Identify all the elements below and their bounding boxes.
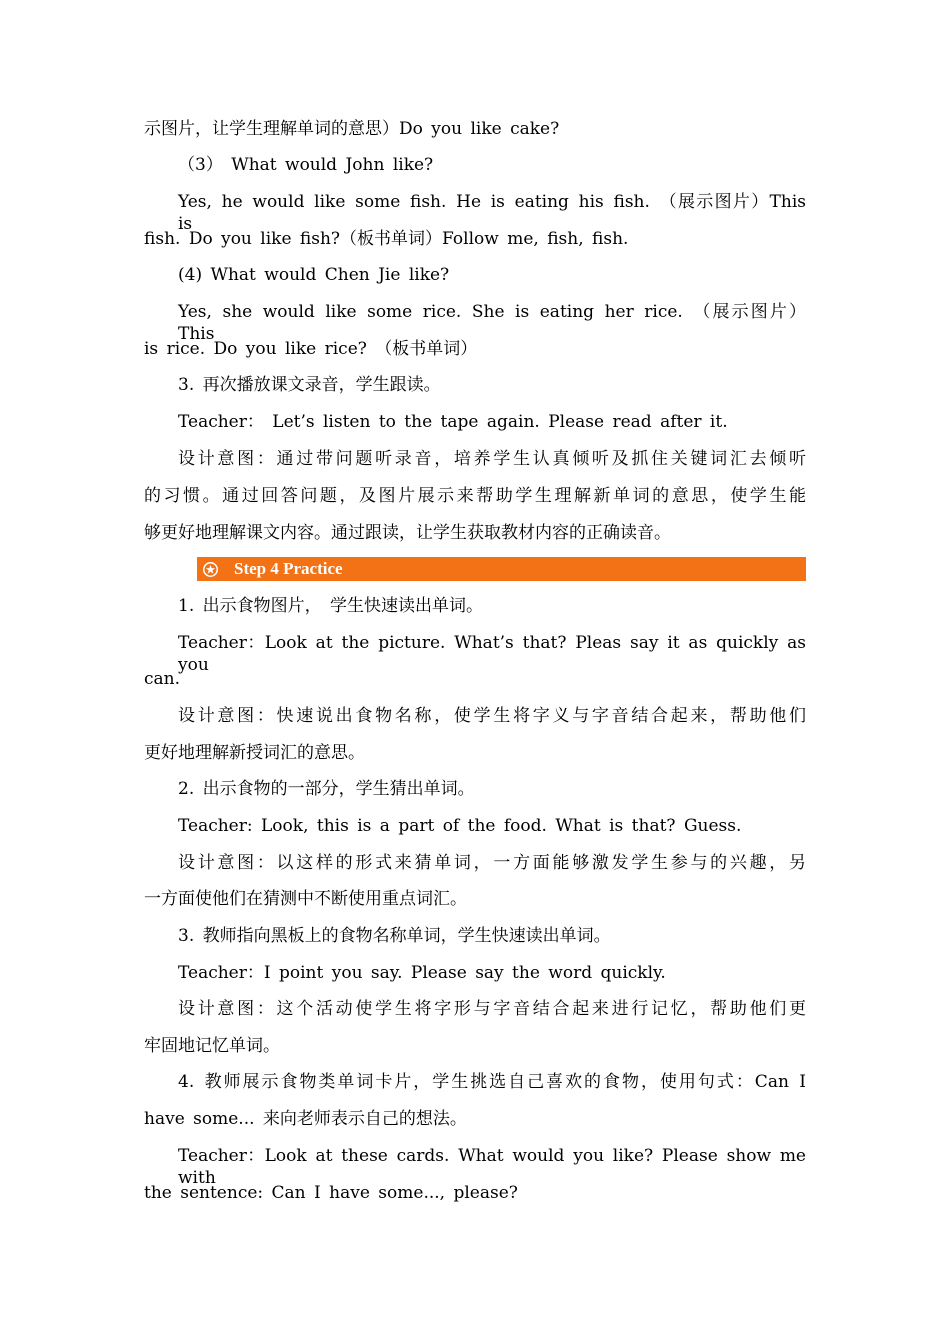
text-line: 牢固地记忆单词。 — [144, 1036, 280, 1056]
text-line: Teacher：Look at the picture. What’s that? Pleas say it as quickly as you — [178, 633, 806, 675]
text-line: have some... 来向老师表示自己的想法。 — [144, 1109, 467, 1129]
text-line: 3. 再次播放课文录音，学生跟读。 — [178, 375, 441, 395]
text-line: the sentence: Can I have some..., please? — [144, 1183, 518, 1203]
step-heading-bar — [197, 557, 806, 581]
text-line: 1. 出示食物图片， 学生快速读出单词。 — [178, 596, 484, 616]
text-line: 2. 出示食物的一部分，学生猜出单词。 — [178, 779, 475, 799]
text-line: Teacher: Look, this is a part of the food. What is that? Guess. — [178, 816, 742, 836]
text-line: Teacher：Look at these cards. What would you like? Please show me with — [178, 1146, 806, 1188]
text-line: （3） What would John like? — [178, 155, 434, 175]
text-line: can. — [144, 669, 181, 689]
text-line: Teacher：I point you say. Please say the word quickly. — [178, 963, 666, 983]
text-line: 4. 教师展示食物类单词卡片，学生挑选自己喜欢的食物，使用句式：Can I — [178, 1072, 806, 1092]
text-line: 示图片，让学生理解单词的意思）Do you like cake? — [144, 119, 560, 139]
text-line: 更好地理解新授词汇的意思。 — [144, 743, 365, 763]
text-line: Yes, he would like some fish. He is eating his fish. （展示图片）This is — [178, 192, 806, 234]
text-line: Teacher： Let’s listen to the tape again. Please read after it. — [178, 412, 728, 432]
text-line: 的习惯。通过回答问题，及图片展示来帮助学生理解新单词的意思，使学生能 — [144, 486, 806, 506]
text-line: 设计意图：这个活动使学生将字形与字音结合起来进行记忆，帮助他们更 — [178, 999, 806, 1019]
text-line: 设计意图：快速说出食物名称，使学生将字义与字音结合起来，帮助他们 — [178, 706, 806, 726]
text-line: is rice. Do you like rice? （板书单词） — [144, 339, 478, 359]
text-line: 一方面使他们在猜测中不断使用重点词汇。 — [144, 889, 467, 909]
text-line: (4) What would Chen Jie like? — [178, 265, 450, 285]
text-line: fish. Do you like fish?（板书单词）Follow me, fish, fish. — [144, 229, 629, 249]
star-circle-icon — [203, 562, 218, 577]
text-line: 设计意图：以这样的形式来猜单词，一方面能够激发学生参与的兴趣，另 — [178, 853, 806, 873]
text-line: 3. 教师指向黑板上的食物名称单词，学生快速读出单词。 — [178, 926, 611, 946]
text-line: 设计意图：通过带问题听录音，培养学生认真倾听及抓住关键词汇去倾听 — [178, 449, 806, 469]
text-line: Yes, she would like some rice. She is eating her rice. （展示图片）This — [178, 302, 806, 344]
step-heading-label: Step 4 Practice — [234, 559, 343, 578]
text-line: 够更好地理解课文内容。通过跟读，让学生获取教材内容的正确读音。 — [144, 523, 671, 543]
